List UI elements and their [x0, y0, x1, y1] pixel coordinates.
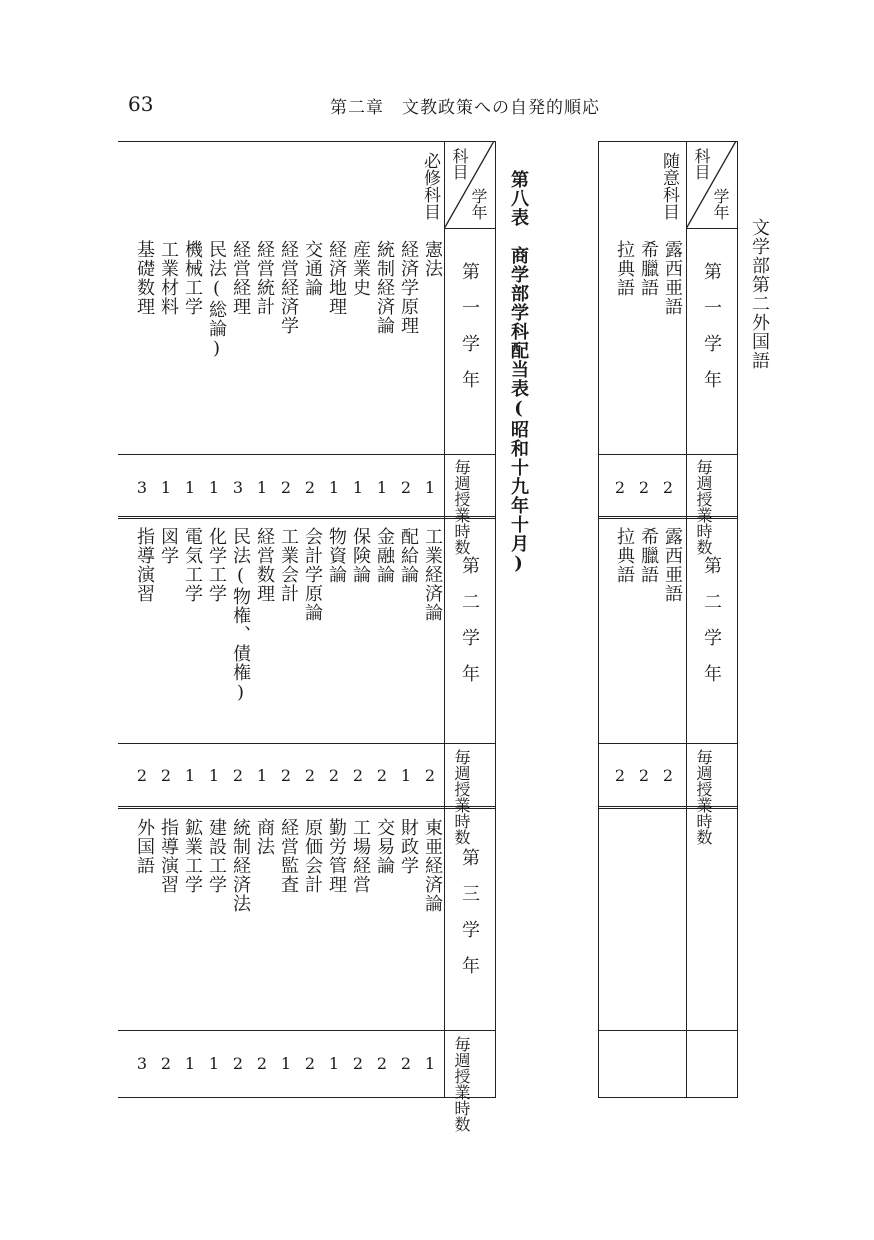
hours-label-1: 毎週授業時数 — [694, 459, 713, 555]
hours-value: 2 — [232, 1054, 244, 1073]
hours-label-2: 毎週授業時数 — [694, 749, 713, 845]
hours-value: 1 — [208, 1054, 220, 1073]
hours-value: 2 — [638, 478, 650, 497]
hours-value: 1 — [160, 478, 172, 497]
year-2-subjects — [114, 527, 444, 739]
year-3-header: 第 三 学 年 — [459, 848, 480, 974]
hours-value: 1 — [424, 1054, 436, 1073]
subject: 交易論 — [374, 818, 395, 875]
hours-value: 3 — [232, 478, 244, 497]
chapter-title: 第二章 文教政策への自発的順応 — [330, 98, 600, 118]
year-2-header: 第 二 学 年 — [701, 556, 722, 682]
subject: 会計学原論 — [302, 527, 323, 622]
subject: 経済地理 — [326, 240, 347, 316]
subject: 経営監査 — [278, 818, 299, 894]
subject: 建設工学 — [206, 818, 227, 894]
hours-value: 1 — [280, 1054, 292, 1073]
subject: 経済学原理 — [398, 240, 419, 335]
subject: 希臘語 — [638, 240, 659, 297]
hours-label-3: 毎週授業時数 — [452, 1036, 471, 1132]
subject: 露西亜語 — [662, 240, 683, 316]
subject: 民法(総論) — [206, 240, 227, 360]
hours-value: 3 — [136, 478, 148, 497]
table-title: 文学部第二外国語 — [749, 218, 770, 370]
subject: 化学工学 — [206, 527, 227, 603]
hours-label-2: 毎週授業時数 — [452, 749, 471, 845]
hours-value: 3 — [136, 1054, 148, 1073]
hours-value: 1 — [328, 1054, 340, 1073]
subject: 産業史 — [350, 240, 371, 297]
hours-value: 2 — [376, 1054, 388, 1073]
subject: 工場経営 — [350, 818, 371, 894]
subject: 図学 — [158, 527, 179, 565]
subject: 指導演習 — [158, 818, 179, 894]
category-label: 随意科目 — [659, 152, 679, 220]
hours-value: 2 — [638, 766, 650, 785]
subject: 物資論 — [326, 527, 347, 584]
subject: 鉱業工学 — [182, 818, 203, 894]
hours-value: 1 — [208, 766, 220, 785]
hours-value: 1 — [184, 478, 196, 497]
hours-value: 2 — [160, 766, 172, 785]
hours-value: 2 — [352, 1054, 364, 1073]
hours-value: 1 — [400, 766, 412, 785]
subject: 経営数理 — [254, 527, 275, 603]
year-1-header: 第 一 学 年 — [701, 262, 722, 388]
subject: 配給論 — [398, 527, 419, 584]
subject: 工業経済論 — [422, 527, 443, 622]
year-2-hours — [118, 764, 442, 788]
hours-value: 2 — [280, 766, 292, 785]
subject: 憲法 — [422, 240, 443, 278]
hours-value: 2 — [400, 478, 412, 497]
subject: 統制経済論 — [374, 240, 395, 335]
year-2-hours — [604, 764, 680, 788]
category-label: 必修科目 — [420, 152, 440, 220]
subject: 原価会計 — [302, 818, 323, 894]
subject: 経営経済学 — [278, 240, 299, 335]
hours-value: 2 — [160, 1054, 172, 1073]
hours-value: 2 — [256, 1054, 268, 1073]
hours-value: 2 — [614, 766, 626, 785]
hours-value: 2 — [352, 766, 364, 785]
corner-subject-label: 科目 — [692, 148, 711, 180]
year-2-header: 第 二 学 年 — [459, 556, 480, 682]
hours-value: 2 — [400, 1054, 412, 1073]
subject: 拉典語 — [614, 240, 635, 297]
hours-value: 2 — [328, 766, 340, 785]
year-1-subjects — [114, 240, 444, 450]
subject: 経営統計 — [254, 240, 275, 316]
hours-value: 1 — [256, 766, 268, 785]
year-1-hours — [604, 476, 680, 500]
year-1-hours — [118, 476, 442, 500]
hours-value: 1 — [256, 478, 268, 497]
page-number: 63 — [128, 92, 154, 116]
year-1-subjects — [604, 240, 684, 316]
subject: 保険論 — [350, 527, 371, 584]
subject: 基礎数理 — [134, 240, 155, 316]
hours-value: 2 — [232, 766, 244, 785]
subject: 経営経理 — [230, 240, 251, 316]
hours-value: 1 — [376, 478, 388, 497]
subject: 希臘語 — [638, 527, 659, 584]
subject: 工業会計 — [278, 527, 299, 603]
hours-value: 2 — [662, 478, 674, 497]
hours-value: 2 — [614, 478, 626, 497]
year-1-header: 第 一 学 年 — [459, 262, 480, 388]
subject: 東亜経済論 — [422, 818, 443, 913]
hours-value: 2 — [304, 478, 316, 497]
subject: 金融論 — [374, 527, 395, 584]
year-2-subjects — [604, 527, 684, 603]
subject: 交通論 — [302, 240, 323, 297]
hours-value: 1 — [424, 478, 436, 497]
subject: 工業材料 — [158, 240, 179, 316]
subject: 商法 — [254, 818, 275, 856]
subject: 財政学 — [398, 818, 419, 875]
subject: 統制経済法 — [230, 818, 251, 913]
hours-value: 2 — [304, 766, 316, 785]
subject: 外国語 — [134, 818, 155, 875]
hours-value: 2 — [280, 478, 292, 497]
subject: 拉典語 — [614, 527, 635, 584]
subject: 勤労管理 — [326, 818, 347, 894]
corner-subject-label: 科目 — [450, 148, 469, 180]
hours-value: 2 — [424, 766, 436, 785]
year-3-hours — [118, 1052, 442, 1076]
corner-year-label: 学年 — [469, 188, 488, 220]
subject: 露西亜語 — [662, 527, 683, 603]
subject: 機械工学 — [182, 240, 203, 316]
hours-value: 1 — [328, 478, 340, 497]
year-3-subjects — [114, 818, 444, 1026]
hours-value: 1 — [184, 766, 196, 785]
hours-value: 1 — [352, 478, 364, 497]
subject: 民法(物権、債権) — [230, 527, 251, 704]
hours-value: 2 — [662, 766, 674, 785]
corner-year-label: 学年 — [711, 188, 730, 220]
hours-value: 1 — [208, 478, 220, 497]
subject: 電気工学 — [182, 527, 203, 603]
hours-value: 1 — [184, 1054, 196, 1073]
subject: 指導演習 — [134, 527, 155, 603]
hours-value: 2 — [304, 1054, 316, 1073]
hours-value: 2 — [376, 766, 388, 785]
hours-value: 2 — [136, 766, 148, 785]
hours-label-1: 毎週授業時数 — [452, 459, 471, 555]
table-title: 第八表 商学部学科配当表(昭和十九年十月) — [508, 170, 529, 575]
